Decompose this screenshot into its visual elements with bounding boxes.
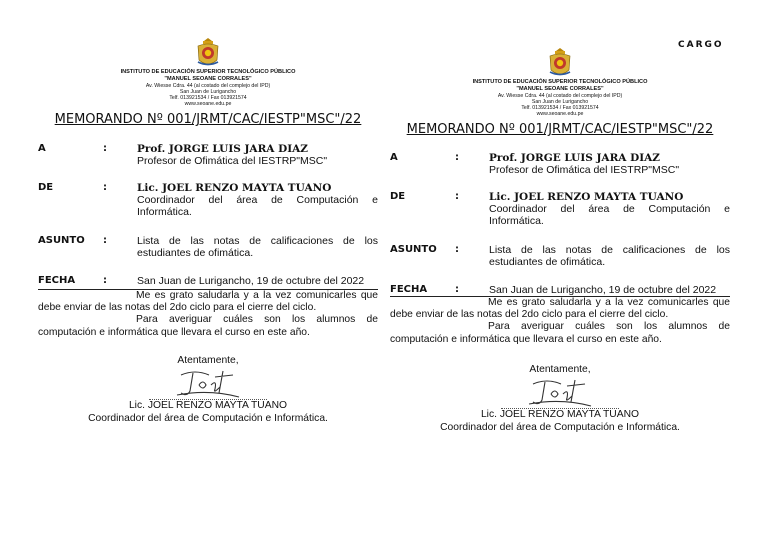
cargo-stamp: CARGO bbox=[678, 40, 724, 50]
signature-image bbox=[525, 376, 595, 408]
subject-label: ASUNTO bbox=[38, 235, 85, 246]
closing-text: Atentamente, bbox=[177, 355, 239, 366]
memo-body bbox=[390, 297, 730, 346]
date-colon: : bbox=[103, 275, 107, 286]
institute-subname: "MANUEL SEOANE CORRALES" bbox=[516, 86, 604, 93]
date-colon: : bbox=[455, 284, 459, 295]
subject-colon: : bbox=[103, 235, 107, 246]
institute-header bbox=[390, 48, 730, 118]
from-name: Lic. JOEL RENZO MAYTA TUANO bbox=[137, 182, 332, 194]
institute-web: www.seoane.edu.pe bbox=[184, 101, 232, 108]
subject-colon: : bbox=[455, 244, 459, 255]
memo-body bbox=[38, 290, 378, 339]
subject-text: Lista de las notas de calificaciones de los estudiantes de ofimática. bbox=[489, 244, 730, 268]
body-paragraph-2: Para averiguar cuáles son los alumnos de computación e informática que llevara el curso en este año. bbox=[390, 321, 730, 345]
signer-name: Lic. JOEL RENZO MAYTA TUANO bbox=[128, 400, 288, 412]
to-label: A bbox=[390, 152, 398, 163]
institute-name: INSTITUTO DE EDUCACIÓN SUPERIOR TECNOLÓGICO PÚBLICO bbox=[120, 69, 296, 75]
body-paragraph-1: Me es grato saludarla y a la vez comunicarles que debe enviar de las notas del 2do ciclo para el cierre del ciclo. bbox=[390, 297, 730, 321]
from-colon: : bbox=[103, 182, 107, 193]
institute-web: www.seoane.edu.pe bbox=[536, 111, 584, 118]
institute-address: Av. Wiesse Cdra. 44 (al costado del complejo del IPD) bbox=[145, 82, 271, 89]
closing-block bbox=[390, 364, 730, 434]
memo-copy-left bbox=[38, 0, 378, 543]
signer-role: Coordinador del área de Computación e Informática. bbox=[440, 421, 680, 433]
from-role: Coordinador del área de Computación e Informática. bbox=[489, 203, 730, 227]
subject-text: Lista de las notas de calificaciones de los estudiantes de ofimática. bbox=[137, 235, 378, 259]
to-label: A bbox=[38, 143, 46, 154]
to-name: Prof. JORGE LUIS JARA DIAZ bbox=[137, 143, 308, 155]
institute-seal-icon bbox=[195, 38, 221, 68]
from-label: DE bbox=[390, 191, 406, 202]
from-name: Lic. JOEL RENZO MAYTA TUANO bbox=[489, 191, 684, 203]
signature-lettering: Joel bbox=[233, 379, 235, 381]
memo-copy-right bbox=[390, 0, 730, 543]
institute-name: INSTITUTO DE EDUCACIÓN SUPERIOR TECNOLÓGICO PÚBLICO bbox=[472, 79, 648, 85]
to-role: Profesor de Ofimática del IESTRP"MSC" bbox=[489, 164, 680, 176]
body-paragraph-1: Me es grato saludarla y a la vez comunicarles que debe enviar de las notas del 2do ciclo para el cierre del ciclo. bbox=[38, 290, 378, 314]
institute-phones: Telf. 013921534 / Fax 013921574 bbox=[521, 105, 599, 112]
subject-label: ASUNTO bbox=[390, 244, 437, 255]
signature-lettering: Joel bbox=[585, 388, 587, 390]
from-role: Coordinador del área de Computación e Informática. bbox=[137, 194, 378, 218]
institute-phones: Telf. 013921534 / Fax 013921574 bbox=[169, 95, 247, 102]
closing-block bbox=[38, 355, 378, 425]
memo-title: MEMORANDO Nº 001/JRMT/CAC/IESTP"MSC"/22 bbox=[54, 112, 362, 127]
date-text: San Juan de Lurigancho, 19 de octubre del 2022 bbox=[489, 284, 717, 296]
institute-district: San Juan de Lurigancho bbox=[179, 89, 237, 96]
signer-name: Lic. JOEL RENZO MAYTA TUANO bbox=[480, 409, 640, 421]
institute-address: Av. Wiesse Cdra. 44 (al costado del complejo del IPD) bbox=[497, 92, 623, 99]
date-text: San Juan de Lurigancho, 19 de octubre del 2022 bbox=[137, 275, 365, 287]
body-paragraph-2: Para averiguar cuáles son los alumnos de computación e informática que llevara el curso en este año. bbox=[38, 314, 378, 338]
memo-title: MEMORANDO Nº 001/JRMT/CAC/IESTP"MSC"/22 bbox=[406, 122, 714, 137]
to-name: Prof. JORGE LUIS JARA DIAZ bbox=[489, 152, 660, 164]
institute-district: San Juan de Lurigancho bbox=[531, 99, 589, 106]
signer-role: Coordinador del área de Computación e Informática. bbox=[88, 412, 328, 424]
signature-image bbox=[173, 367, 243, 399]
institute-subname: "MANUEL SEOANE CORRALES" bbox=[164, 76, 252, 83]
closing-text: Atentamente, bbox=[529, 364, 591, 375]
institute-header bbox=[38, 38, 378, 108]
institute-seal-icon bbox=[547, 48, 573, 78]
to-colon: : bbox=[455, 152, 459, 163]
to-role: Profesor de Ofimática del IESTRP"MSC" bbox=[137, 155, 328, 167]
date-label: FECHA bbox=[390, 284, 428, 295]
date-label: FECHA bbox=[38, 275, 76, 286]
from-label: DE bbox=[38, 182, 54, 193]
to-colon: : bbox=[103, 143, 107, 154]
from-colon: : bbox=[455, 191, 459, 202]
